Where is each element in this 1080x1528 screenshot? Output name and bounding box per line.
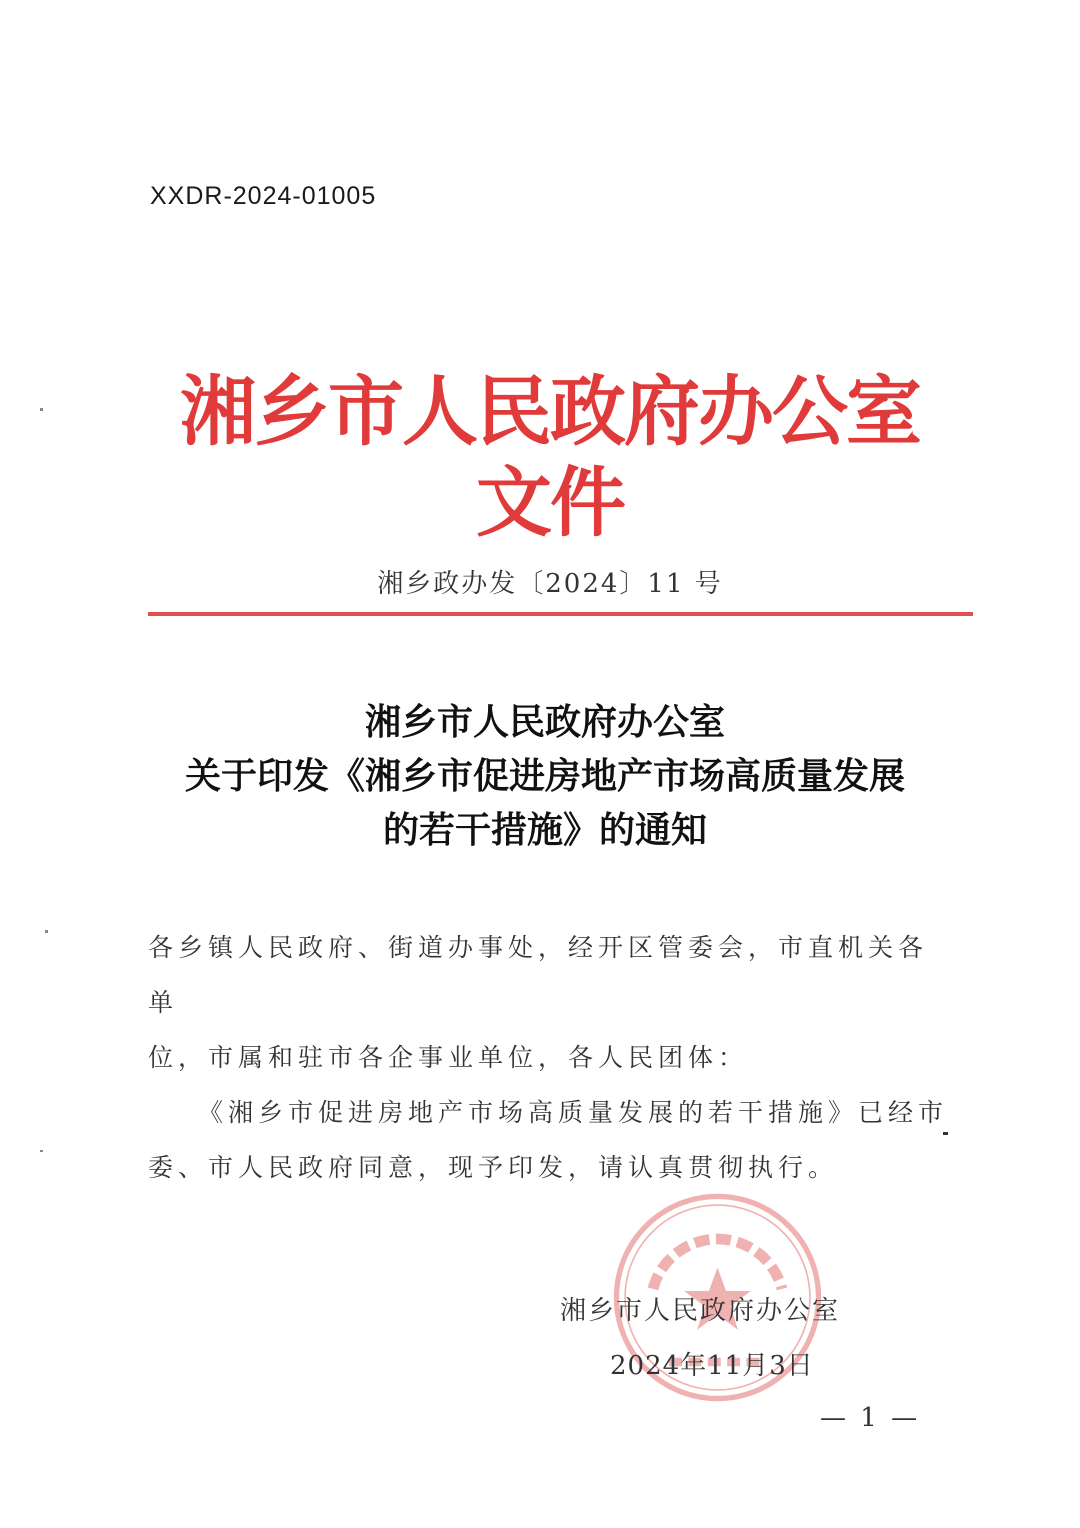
body-line-2: 委、市人民政府同意，现予印发，请认真贯彻执行。 (148, 1153, 839, 1182)
document-number: 湘乡政办发〔2024〕11 号 (377, 569, 723, 599)
header-title: 湘乡市人民政府办公室文件 (180, 367, 920, 548)
recipients-line-1: 各乡镇人民政府、街道办事处，经开区管委会，市直机关各单 (148, 933, 929, 1017)
body-line-1: 《湘乡市促进房地产市场高质量发展的若干措施》已经市 (198, 1098, 949, 1127)
scan-speck (40, 408, 43, 411)
body-text (148, 920, 948, 1195)
issue-date: 2024年11月3日 (610, 1351, 814, 1381)
scan-speck (943, 1132, 948, 1135)
scan-speck (45, 930, 48, 933)
notice-title-line-2: 关于印发《湘乡市促进房地产市场高质量发展 (184, 755, 905, 797)
issuer-name: 湘乡市人民政府办公室 (560, 1296, 841, 1326)
notice-title-line-1: 湘乡市人民政府办公室 (364, 701, 725, 743)
notice-title (120, 695, 970, 857)
page-number: — 1 — (820, 1403, 921, 1433)
notice-title-line-3: 的若干措施》的通知 (382, 809, 707, 851)
document-code: XXDR-2024-01005 (150, 182, 377, 210)
recipients-line-2: 位，市属和驻市各企事业单位，各人民团体： (148, 1043, 749, 1072)
scan-speck (40, 1150, 43, 1152)
red-divider (148, 612, 973, 616)
